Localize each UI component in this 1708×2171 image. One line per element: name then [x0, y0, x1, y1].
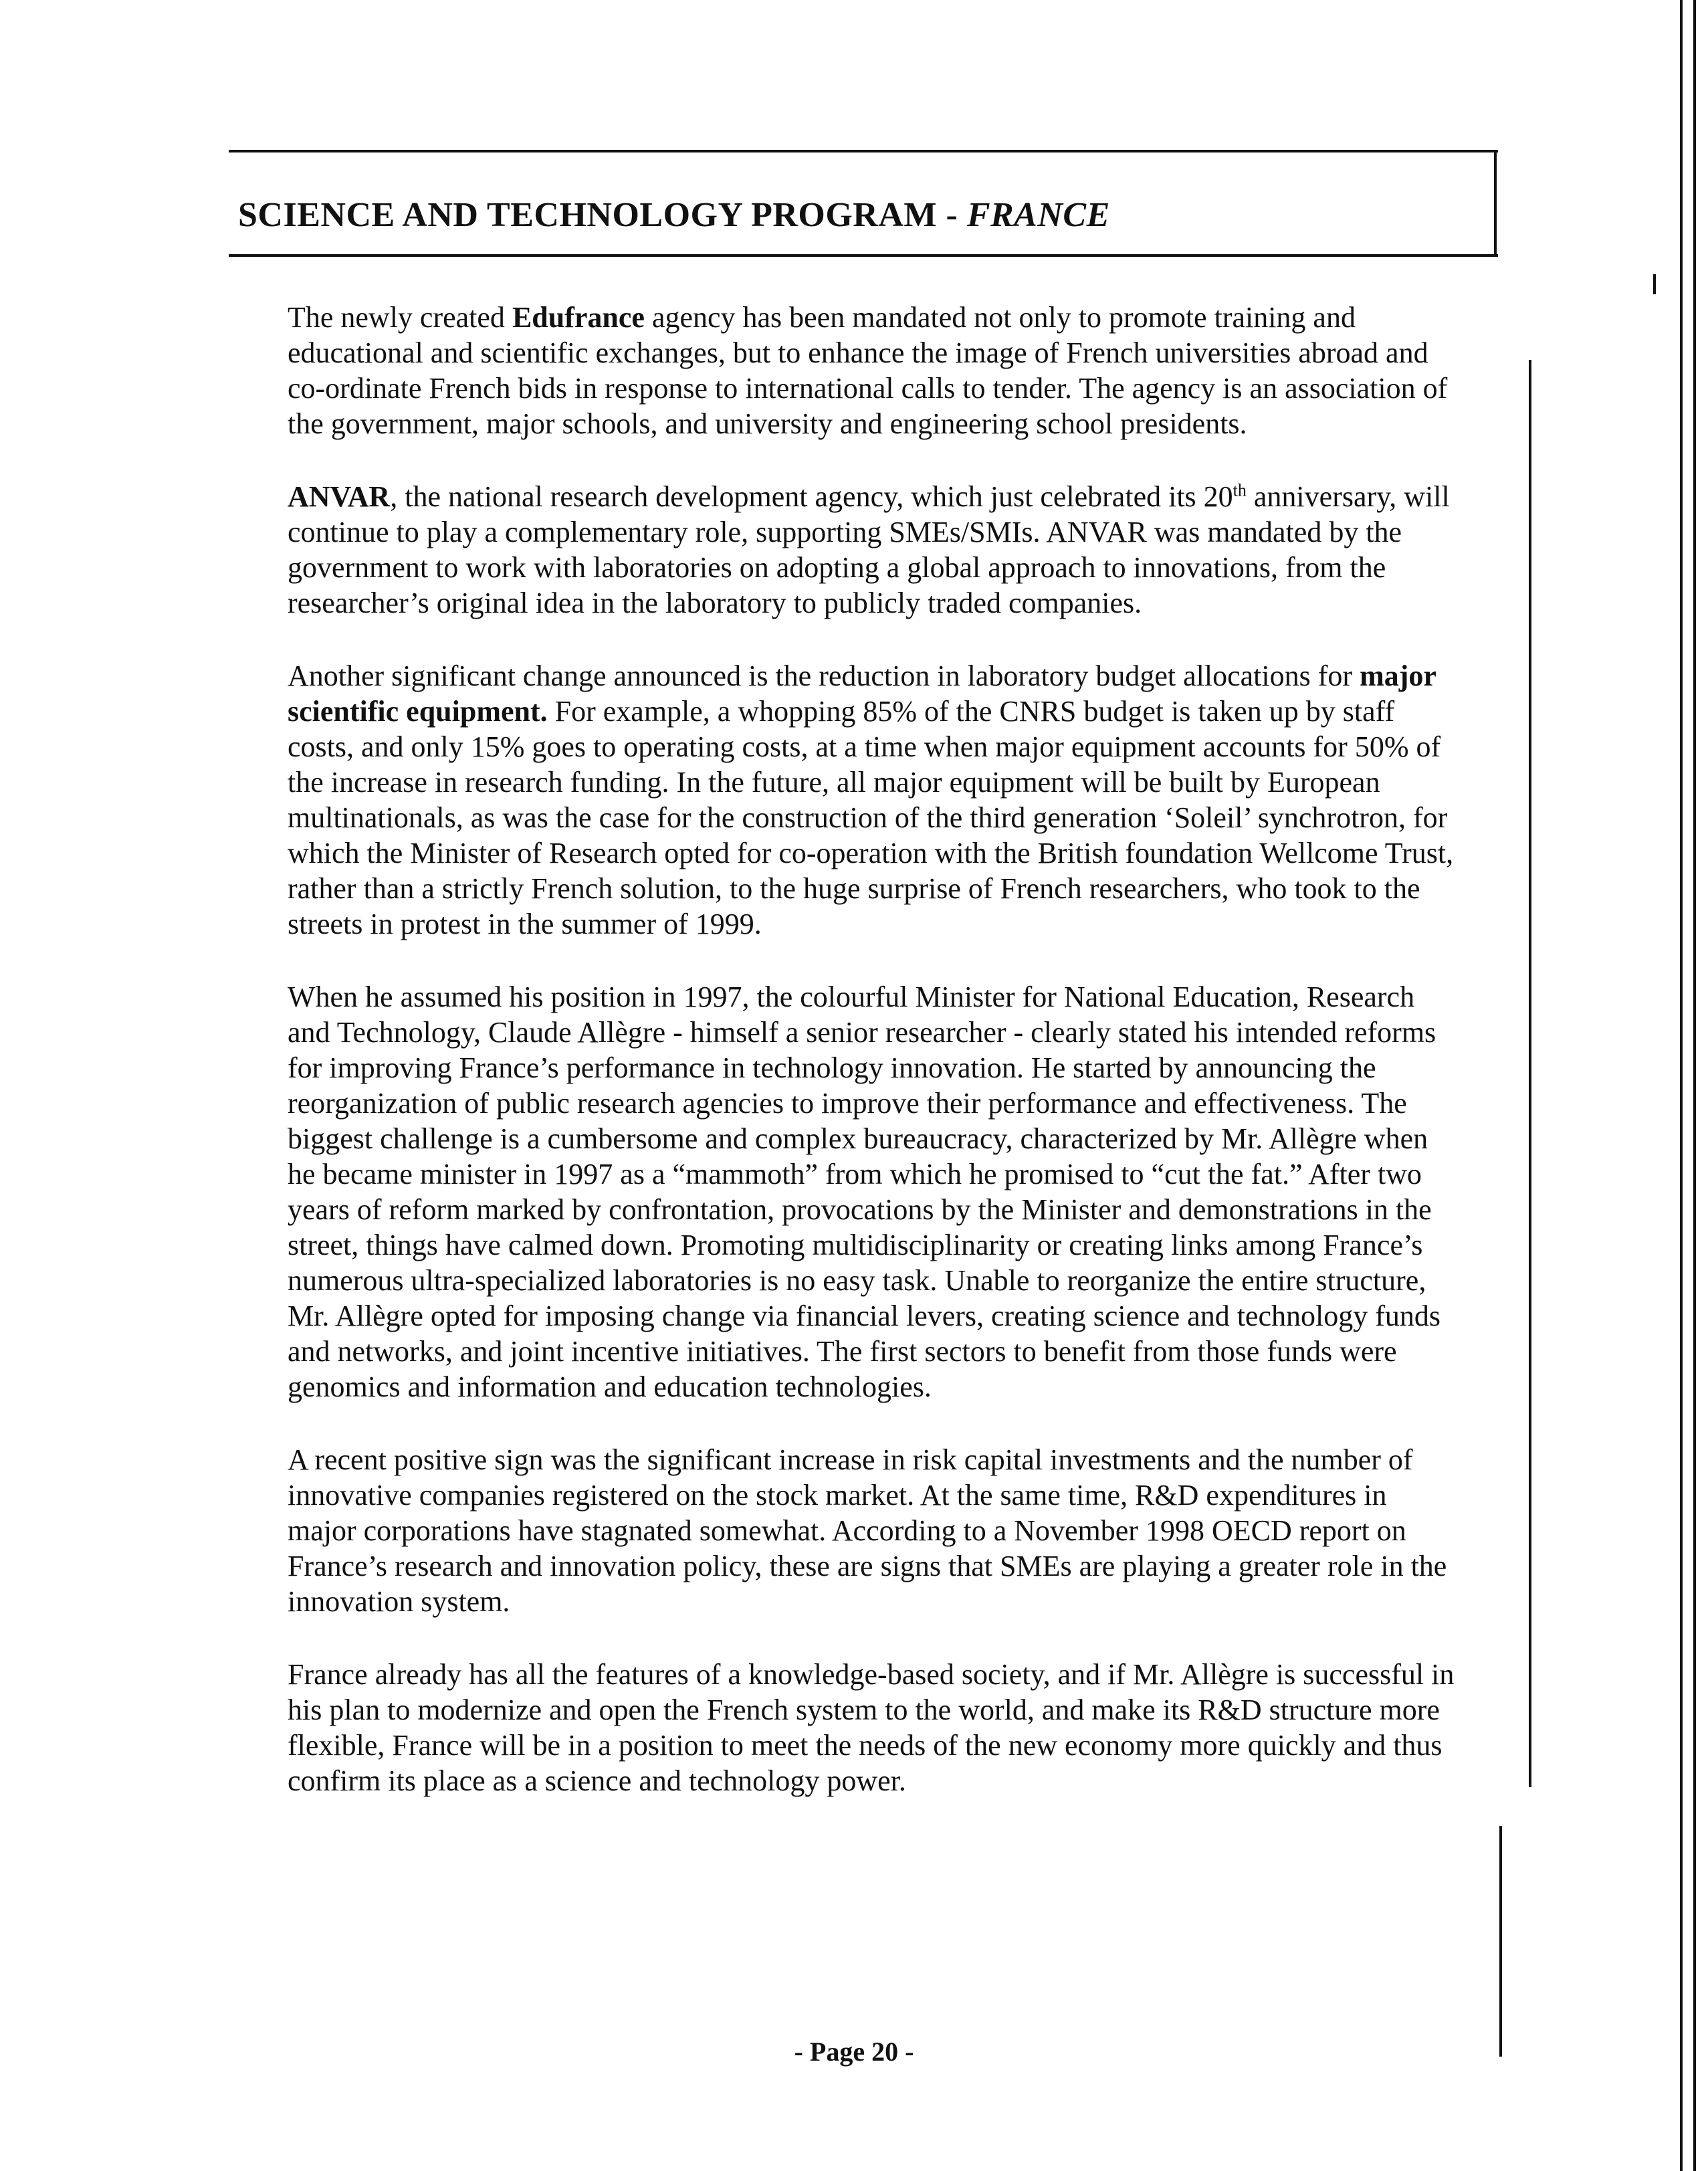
margin-change-bar-lower [1499, 1826, 1502, 2057]
paragraph-edufrance [288, 300, 1457, 441]
paragraph-conclusion: France already has all the features of a knowledge-based society, and if Mr. Allègre is successful in his plan to modernize and open the French system to the world, and make its R&D structure more flexible, France will be in a position to meet the needs of the new economy more quickly and thus confirm its place as a science and technology power. [288, 1658, 1455, 1797]
paragraph-risk-capital: A recent positive sign was the significant increase in risk capital investments and the number of innovative companies registered on the stock market. At the same time, R&D expenditures in major corporations have stagnated somewhat. According to a November 1998 OECD report on France’s research and innovation policy, these are signs that SMEs are playing a greater role in the innovation system. [288, 1443, 1447, 1618]
paragraph-text: For example, a whopping 85% of the CNRS budget is taken up by staff costs, and only 15% goes to operating costs, at a time when major equipment accounts for 50% of the increase in research funding. In the future, all major equipment will be built by European multinationals, as was the case for the construction of the third generation ‘Soleil’ synchrotron, for which the Minister of Research opted for co-operation with the British foundation Wellcome Trust, rather than a strictly French solution, to the huge surprise of French researchers, who took to the streets in protest in the summer of 1999. [288, 695, 1454, 940]
paragraph-bold-term: Edufrance [512, 301, 645, 334]
paragraph-bold-term: major scientific equipment. [288, 659, 1436, 728]
paragraph-text: agency has been mandated not only to promote training and educational and scientific exchanges, but to enhance the image of French universities abroad and co-ordinate French bids in response to international calls to tender. The agency is an association of the government, major schools, and university and engineering school presidents. [288, 301, 1448, 440]
paragraph-equipment [288, 658, 1457, 942]
scan-edge-line [1693, 0, 1696, 2171]
scan-edge-line [1680, 0, 1683, 2171]
paragraph-text: anniversary, will continue to play a complementary role, supporting SMEs/SMIs. ANVAR was mandated by the government to work with laboratories on adopting a global approach to innovations, from the researcher’s original idea in the laboratory to publicly traded companies. [288, 480, 1450, 619]
page-title-text: SCIENCE AND TECHNOLOGY PROGRAM - [238, 196, 967, 234]
paragraph-text: The newly created [288, 301, 512, 334]
page-title-country: FRANCE [966, 196, 1110, 234]
header-top-rule [229, 150, 1498, 152]
margin-change-bar-upper [1529, 360, 1531, 1787]
scan-edge-mark [1653, 274, 1656, 294]
paragraph-allegre-reforms: When he assumed his position in 1997, the colourful Minister for National Education, Research and Technology, Claude Allègre - himself a senior researcher - clearly stated his intended reforms for improving France’s performance in technology innovation. He started by announcing the reorganization of public research agencies to improve their performance and effectiveness. The biggest challenge is a cumbersome and complex bureaucracy, characterized by Mr. Allègre when he became minister in 1997 as a “mammoth” from which he promised to “cut the fat.” After two years of reform marked by confrontation, provocations by the Minister and demonstrations in the street, things have calmed down. Promoting multidisciplinarity or creating links among France’s numerous ultra-specialized laboratories is no easy task. Unable to reorganize the entire structure, Mr. Allègre opted for imposing change via financial levers, creating science and technology funds and networks, and joint incentive initiatives. The first sectors to benefit from those funds were genomics and information and education technologies. [288, 980, 1440, 1403]
header-box-right-rule [1494, 150, 1497, 257]
paragraph-text: Another significant change announced is the reduction in laboratory budget allocations for [288, 659, 1360, 692]
paragraph-anvar [288, 479, 1457, 621]
page-title [238, 195, 1110, 235]
ordinal-superscript: th [1233, 480, 1247, 500]
paragraph-text: , the national research development agency, which just celebrated its 20 [390, 480, 1233, 513]
page-number: - Page 20 - [794, 2037, 914, 2067]
document-body [288, 300, 1457, 1836]
paragraph-bold-term: ANVAR [288, 480, 391, 513]
header-bottom-rule [229, 254, 1498, 257]
